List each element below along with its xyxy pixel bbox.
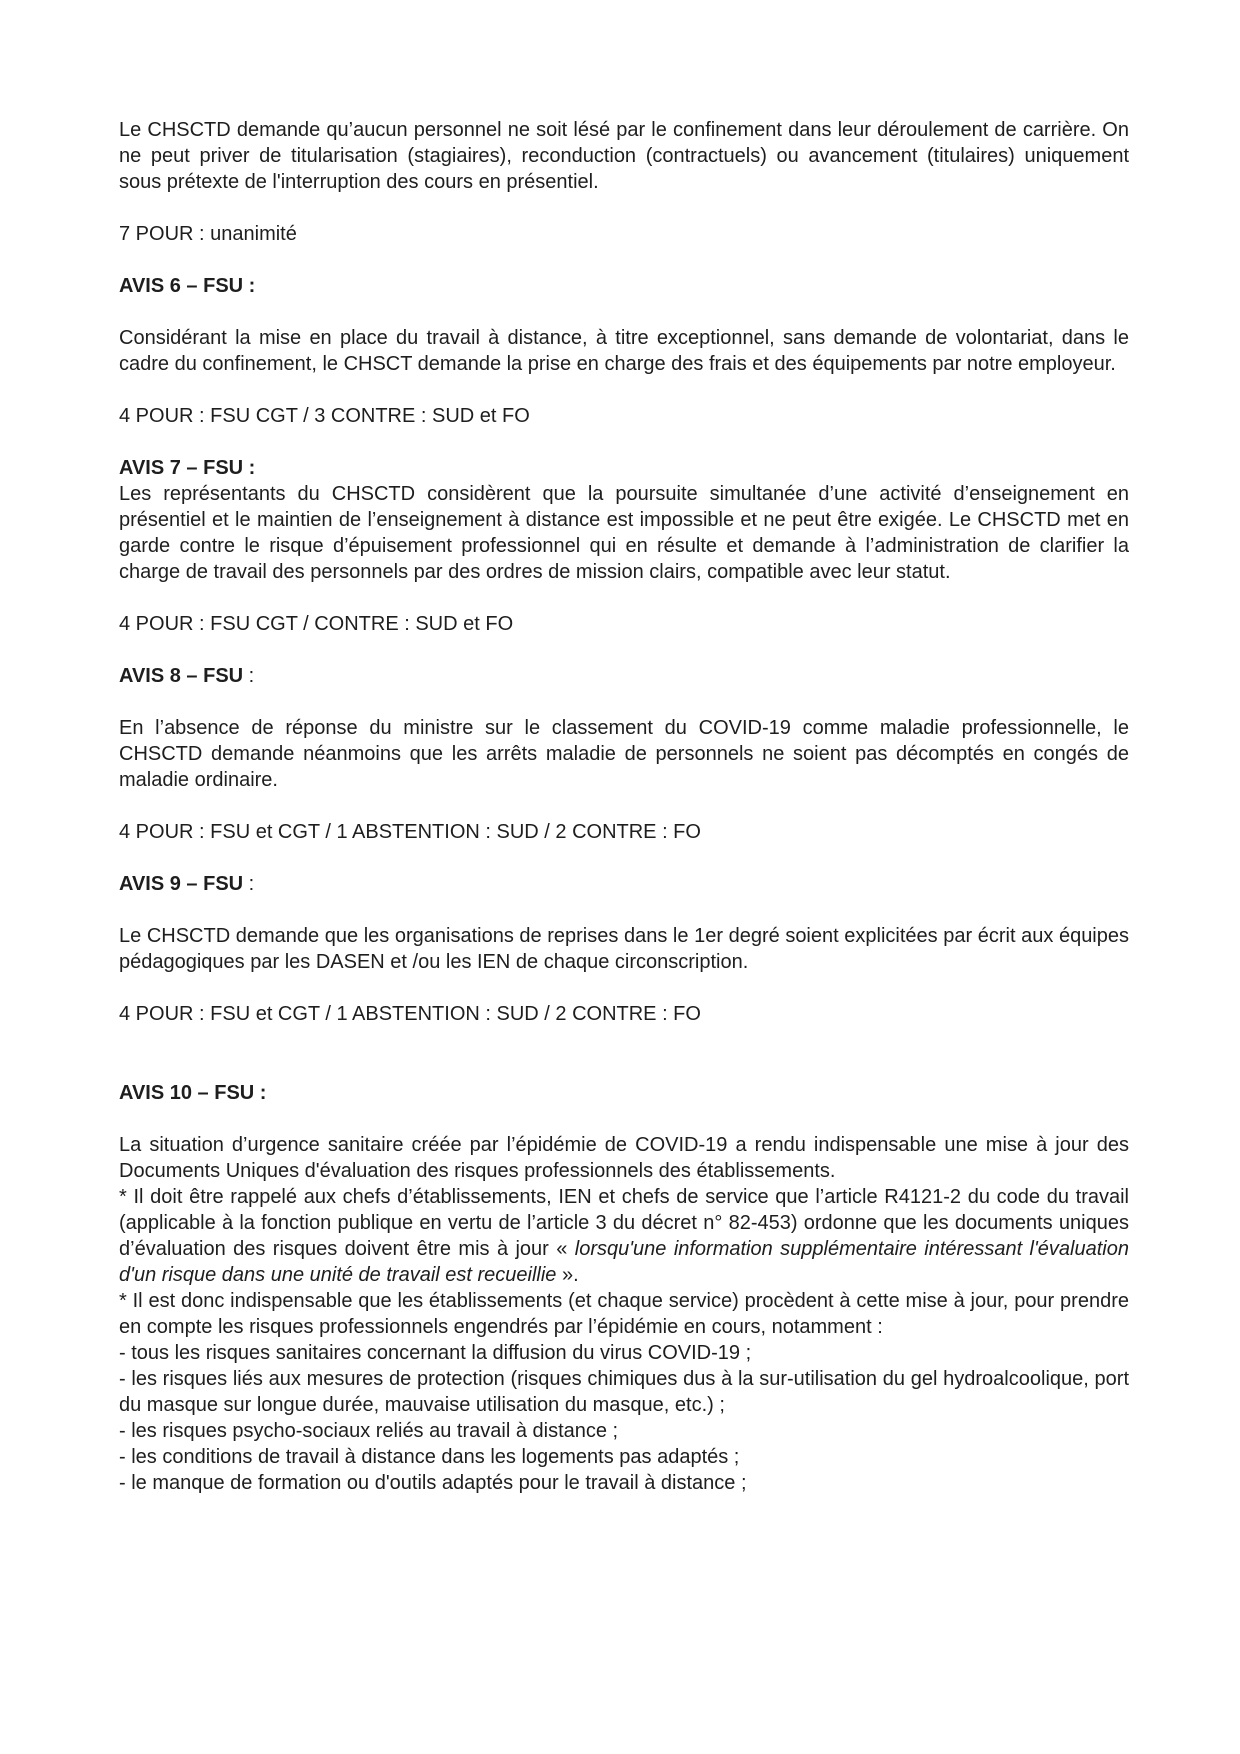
list-item: - les conditions de travail à distance dans les logements pas adaptés ; — [119, 1446, 740, 1468]
avis10-paragraph-1: La situation d’urgence sanitaire créée par l’épidémie de COVID-19 a rendu indispensable une mise à jour des Documents Uniques d'évaluation des risques professionnels des établissements. — [119, 1134, 1129, 1182]
intro-vote: 7 POUR : unanimité — [119, 223, 297, 245]
avis10-paragraph-2-end: ». — [556, 1264, 579, 1286]
avis10-paragraph-2-quote: lorsqu'une information supplémentaire intéressant l'évaluation d'un risque dans une unité de travail est recueillie — [119, 1238, 1129, 1286]
avis10-heading: AVIS 10 – FSU : — [119, 1082, 267, 1104]
list-item: - tous les risques sanitaires concernant la diffusion du virus COVID-19 ; — [119, 1342, 752, 1364]
avis8-heading — [119, 663, 1129, 689]
avis9-heading — [119, 871, 1129, 897]
list-item: - les risques psycho-sociaux reliés au travail à distance ; — [119, 1420, 619, 1442]
intro-paragraph: Le CHSCTD demande qu’aucun personnel ne soit lésé par le confinement dans leur déroulement de carrière. On ne peut priver de titularisation (stagiaires), reconduction (contractuels) ou avancement (titulaires) uniquement sous prétexte de l'interruption des cours en présentiel. — [119, 119, 1129, 193]
avis6-heading: AVIS 6 – FSU : — [119, 275, 256, 297]
list-item: - les risques liés aux mesures de protection (risques chimiques dus à la sur-utilisation du gel hydroalcoolique, port du masque sur longue durée, mauvaise utilisation du masque, etc.) ; — [119, 1368, 1129, 1416]
avis9-heading-title: AVIS 9 – FSU — [119, 873, 244, 895]
avis9-vote: 4 POUR : FSU et CGT / 1 ABSTENTION : SUD / 2 CONTRE : FO — [119, 1003, 701, 1025]
avis8-heading-title: AVIS 8 – FSU — [119, 665, 244, 687]
avis7-heading: AVIS 7 – FSU : — [119, 457, 256, 479]
avis9-paragraph: Le CHSCTD demande que les organisations de reprises dans le 1er degré soient explicitées par écrit aux équipes pédagogiques par les DASEN et /ou les IEN de chaque circonscription. — [119, 925, 1129, 973]
avis8-paragraph: En l’absence de réponse du ministre sur le classement du COVID-19 comme maladie professionnelle, le CHSCTD demande néanmoins que les arrêts maladie de personnels ne soient pas décomptés en congés de maladie ordinaire. — [119, 717, 1129, 791]
avis10-paragraph-2 — [119, 1184, 1129, 1288]
avis7-paragraph: Les représentants du CHSCTD considèrent que la poursuite simultanée d’une activité d’enseignement en présentiel et le maintien de l’enseignement à distance est impossible et ne peut être exigée. Le CHSCTD met en garde contre le risque d’épuisement professionnel qui en résulte et demande à l’administration de clarifier la charge de travail des personnels par des ordres de mission clairs, compatible avec leur statut. — [119, 483, 1129, 583]
avis8-heading-colon: : — [243, 665, 255, 687]
list-item: - le manque de formation ou d'outils adaptés pour le travail à distance ; — [119, 1472, 747, 1494]
avis10-paragraph-3: * Il est donc indispensable que les établissements (et chaque service) procèdent à cette mise à jour, pour prendre en compte les risques professionnels engendrés par l’épidémie en cours, notamment : — [119, 1290, 1129, 1338]
avis6-paragraph: Considérant la mise en place du travail à distance, à titre exceptionnel, sans demande de volontariat, dans le cadre du confinement, le CHSCT demande la prise en charge des frais et des équipements par notre employeur. — [119, 327, 1129, 375]
avis6-vote: 4 POUR : FSU CGT / 3 CONTRE : SUD et FO — [119, 405, 530, 427]
avis10-paragraph-2-start: * Il doit être rappelé aux chefs d’établissements, IEN et chefs de service que l’article R4121-2 du code du travail (applicable à la fonction publique en vertu de l’article 3 du décret n° 82-453) ordonne que les documents uniques d’évaluation des risques doivent être mis à jour « — [119, 1186, 1129, 1260]
avis8-vote: 4 POUR : FSU et CGT / 1 ABSTENTION : SUD / 2 CONTRE : FO — [119, 821, 701, 843]
avis7-vote: 4 POUR : FSU CGT / CONTRE : SUD et FO — [119, 613, 514, 635]
avis9-heading-colon: : — [243, 873, 255, 895]
document-body — [119, 117, 1129, 1496]
